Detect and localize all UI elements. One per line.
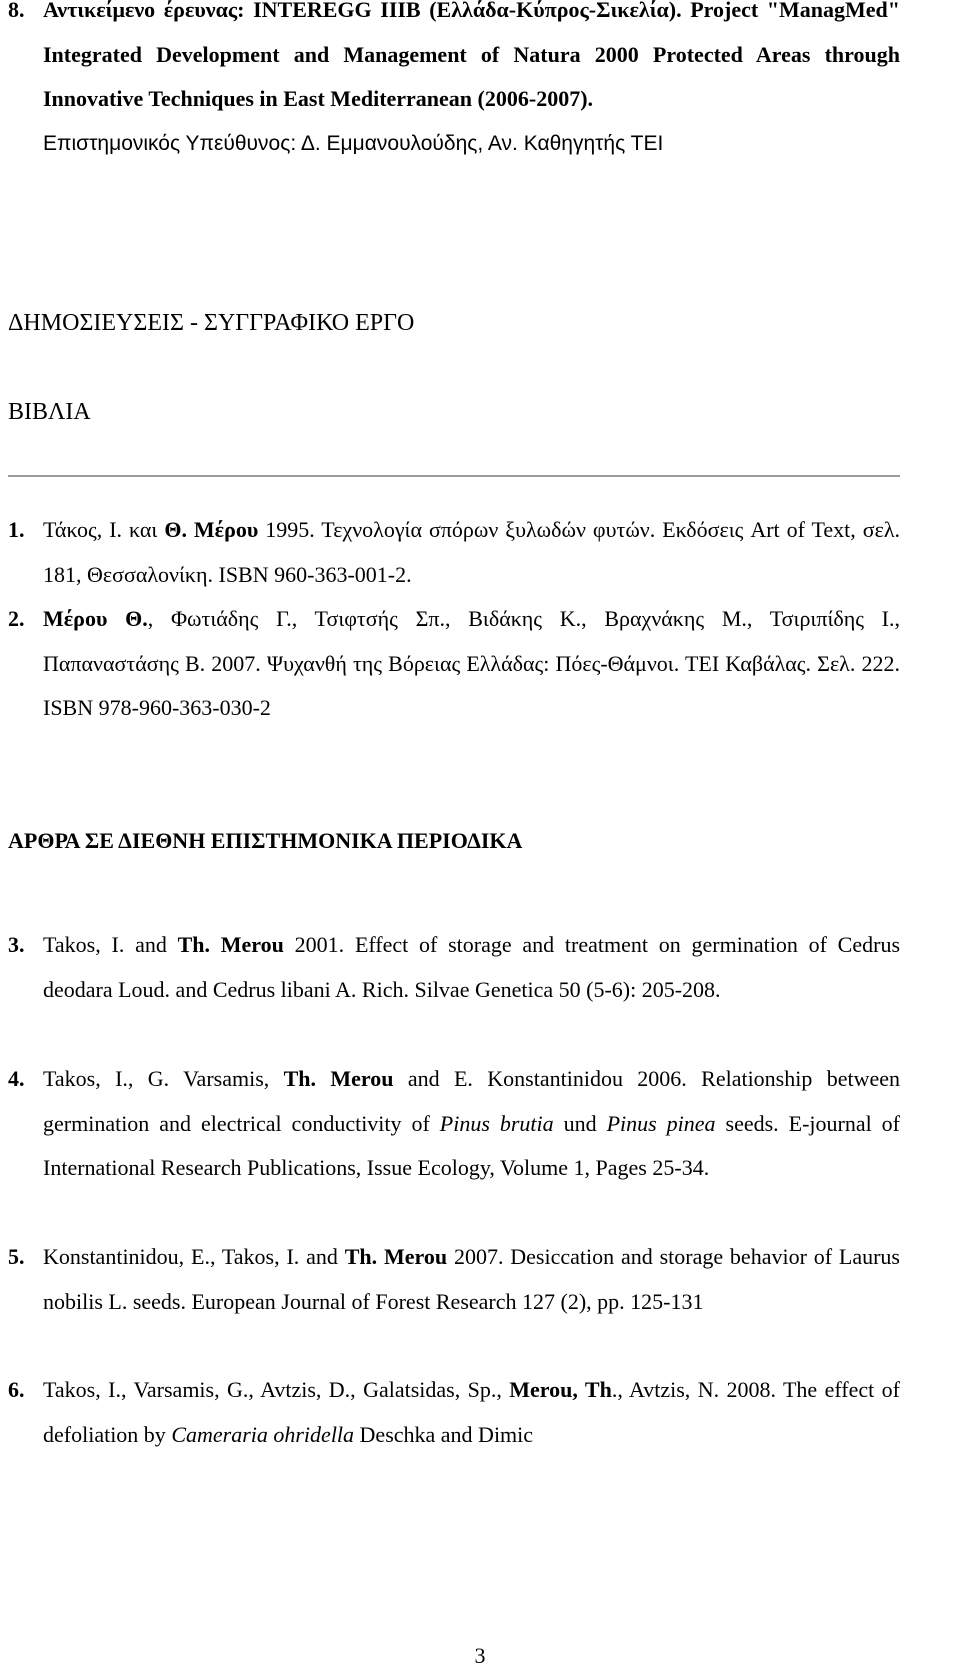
project-label: Αντικείμενο έρευνας:: [43, 0, 245, 22]
article-author-bold: Th. Merou: [283, 1066, 394, 1091]
entry-number: 6.: [8, 1377, 25, 1402]
entry-number: 1.: [8, 517, 25, 542]
species-name: Pinus pinea: [606, 1110, 716, 1136]
species-name: Pinus brutia: [439, 1110, 554, 1136]
entry-number: 5.: [8, 1244, 25, 1269]
article-citation: and E. Konstantinidou 2006. Relationship between germination and electrical conductivity of: [43, 1066, 901, 1136]
article-citation: seeds. E-journal of International Research Publications, Issue Ecology, Volume 1, Pages 25-34.: [43, 1110, 901, 1180]
book-citation: , Φωτιάδης Γ., Τσιφτσής Σπ., Βιδάκης Κ., Βραχνάκης Μ., Τσιριπίδης Ι., Παπαναστάσης Β. 2007. Ψυχανθή της Βόρειας Ελλάδας: Πόες-Θάμνοι. ΤΕΙ Καβάλας. Σελ. 222. ISBN 978-960-363-030-2: [43, 606, 901, 720]
articles-heading: ΑΡΘΡΑ ΣΕ ΔΙΕΘΝΗ ΕΠΙΣΤΗΜΟΝΙΚΑ ΠΕΡΙΟΔΙΚΑ: [8, 828, 523, 853]
species-name: Cameraria ohridella: [171, 1421, 355, 1447]
entry-number: 4.: [8, 1066, 25, 1091]
article-citation: ., Avtzis, N. 2008. The effect of defoliation by: [43, 1377, 900, 1447]
article-author-bold: Th. Merou: [344, 1244, 448, 1269]
project-description: [43, 0, 900, 122]
article-citation: und: [553, 1110, 607, 1136]
article-entry: [8, 1368, 900, 1457]
publications-heading: ΔΗΜΟΣΙΕΥΣΕΙΣ - ΣΥΓΓΡΑΦΙΚΟ ΕΡΓΟ: [8, 310, 415, 336]
entry-number: 8.: [8, 0, 25, 22]
book-entry: [8, 508, 900, 597]
book-author-bold: Μέρου Θ.: [43, 606, 148, 631]
entry-number: 2.: [8, 606, 25, 631]
article-authors: Konstantinidou, E., Takos, I. and: [43, 1244, 345, 1269]
book-entry: [8, 597, 900, 731]
book-author: Τάκος, Ι. και: [43, 517, 165, 542]
article-entry: [8, 1235, 900, 1324]
article-entry: [8, 1057, 900, 1191]
book-author-bold: Θ. Μέρου: [164, 517, 259, 542]
page-number: 3: [474, 1643, 486, 1668]
books-heading: ΒΙΒΛΙΑ: [8, 399, 91, 425]
entry-number: 3.: [8, 932, 25, 957]
article-author-bold: Merou, Th: [509, 1377, 612, 1402]
section-divider: [8, 475, 900, 477]
article-authors: Takos, I., G. Varsamis,: [43, 1066, 284, 1091]
article-citation: 2001. Effect of storage and treatment on germination of Cedrus deodara Loud. and Cedrus libani A. Rich. Silvae Genetica 50 (5-6): 205-208.: [43, 932, 901, 1002]
article-entry: [8, 923, 900, 1012]
article-author-bold: Th. Merou: [177, 932, 284, 957]
article-authors: Takos, I., Varsamis, G., Avtzis, D., Galatsidas, Sp.,: [43, 1377, 510, 1402]
book-citation: 1995. Τεχνολογία σπόρων ξυλωδών φυτών. Εκδόσεις Art of Text, σελ. 181, Θεσσαλονίκη. ISBN 960-363-001-2.: [43, 517, 901, 587]
article-authors: Takos, I. and: [43, 932, 178, 957]
research-project-entry: [8, 0, 900, 166]
article-citation: 2007. Desiccation and storage behavior of Laurus nobilis L. seeds. European Journal of Forest Research 127 (2), pp. 125-131: [43, 1244, 900, 1314]
article-citation: Deschka and Dimic: [354, 1421, 534, 1447]
project-program: INTEREGG IIIB (Ελλάδα-Κύπρος-Σικελία). Project "ManagMed" Integrated Development and Management of Natura 2000 Protected Areas through Innovative Techniques in East Mediterranean (2006-2007).: [43, 0, 900, 111]
project-responsible: Επιστημονικός Υπεύθυνος: Δ. Εμμανουλούδης, Αν. Καθηγητής ΤΕΙ: [43, 131, 664, 155]
